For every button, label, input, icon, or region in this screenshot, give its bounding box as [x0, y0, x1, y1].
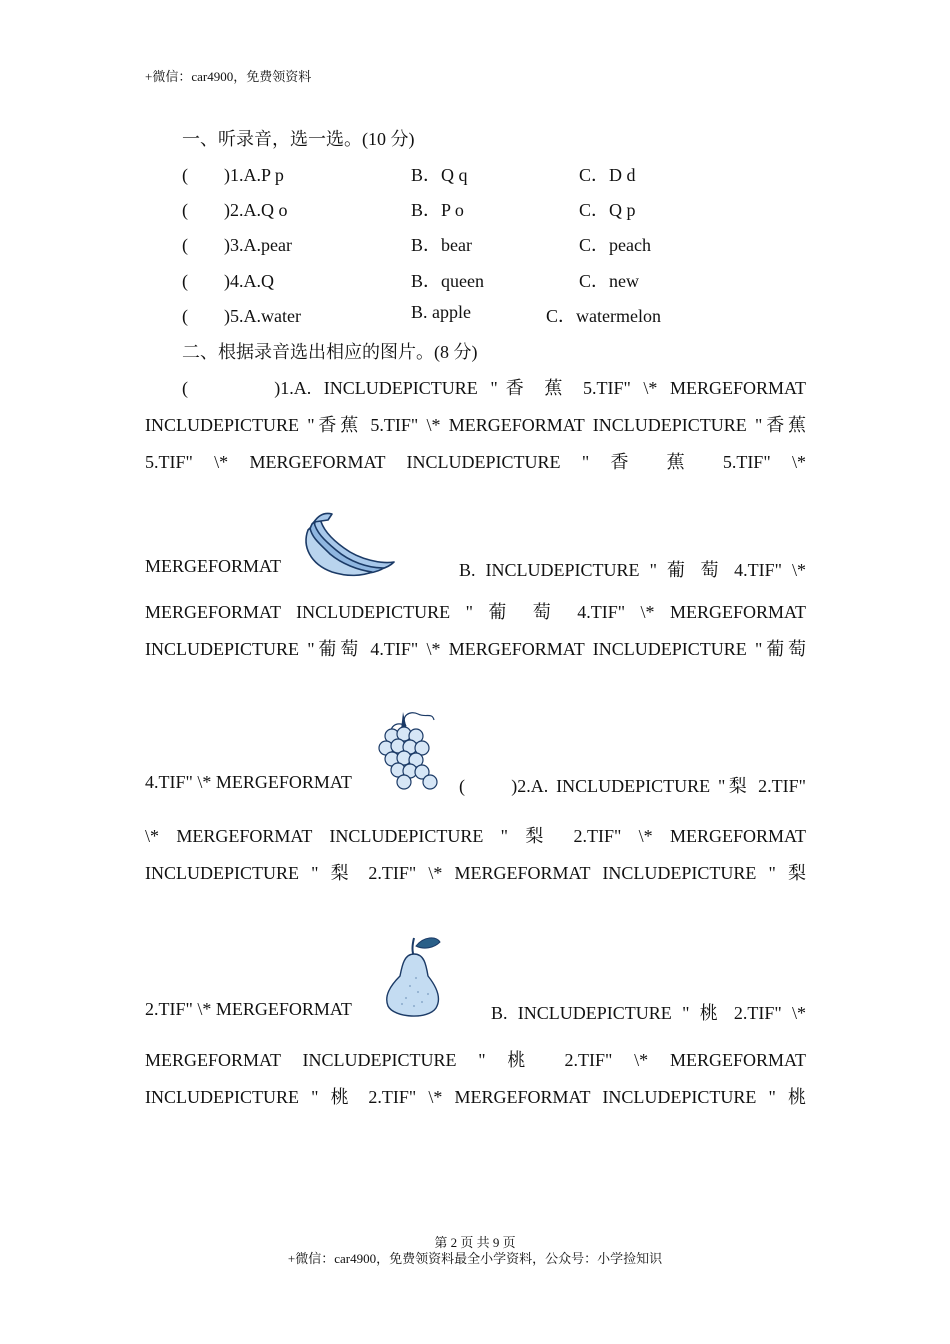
- option-b: B．P o: [411, 200, 464, 220]
- text-line: INCLUDEPICTURE " 梨 2.TIF" \* MERGEFORMAT INCLUDEPICTURE " 梨: [145, 863, 806, 883]
- banana-icon: [298, 508, 398, 578]
- text-line: MERGEFORMAT INCLUDEPICTURE " 桃 2.TIF" \* MERGEFORMAT: [145, 1050, 806, 1070]
- option-b: B. apple: [411, 302, 471, 322]
- option-c: C．Q p: [579, 200, 636, 220]
- text-line: ( )1.A. INCLUDEPICTURE "香 蕉 5.TIF" \* MERGEFORMAT: [182, 378, 806, 398]
- option-b: B．queen: [411, 271, 484, 291]
- text-line: INCLUDEPICTURE "葡萄 4.TIF" \* MERGEFORMAT INCLUDEPICTURE "葡萄: [145, 639, 806, 659]
- option-a: ( )3.A.pear: [182, 235, 292, 255]
- section-2-title: 二、根据录音选出相应的图片。(8 分): [182, 342, 478, 362]
- text-line: 2.TIF" \* MERGEFORMAT: [145, 999, 352, 1019]
- option-a: ( )2.A.Q o: [182, 200, 288, 220]
- text-line: ( )2.A. INCLUDEPICTURE "梨 2.TIF": [459, 776, 806, 796]
- option-a: ( )1.A.P p: [182, 165, 284, 185]
- page-header: +微信：car4900，免费领资料: [145, 69, 312, 84]
- text-line: \* MERGEFORMAT INCLUDEPICTURE " 梨 2.TIF" \* MERGEFORMAT: [145, 826, 806, 846]
- text-line: MERGEFORMAT INCLUDEPICTURE " 葡 萄 4.TIF" \* MERGEFORMAT: [145, 602, 806, 622]
- text-line: INCLUDEPICTURE " 桃 2.TIF" \* MERGEFORMAT INCLUDEPICTURE " 桃: [145, 1087, 806, 1107]
- question-row-1: [182, 161, 822, 185]
- text-line: MERGEFORMAT: [145, 556, 282, 576]
- question-row-4: [182, 267, 822, 291]
- text-line: 5.TIF" \* MERGEFORMAT INCLUDEPICTURE " 香 蕉 5.TIF" \*: [145, 452, 806, 472]
- option-c: C．D d: [579, 165, 636, 185]
- text-line: 4.TIF" \* MERGEFORMAT: [145, 772, 352, 792]
- question-row-2: [182, 196, 822, 220]
- option-a: ( )5.A.water: [182, 306, 301, 326]
- text-line: B. INCLUDEPICTURE " 桃 2.TIF" \*: [491, 1003, 806, 1023]
- grapes-icon: [370, 706, 442, 794]
- pear-icon: [378, 932, 446, 1020]
- text-line: B. INCLUDEPICTURE " 葡 萄 4.TIF" \*: [459, 560, 806, 580]
- option-c: C．watermelon: [546, 306, 661, 326]
- question-row-5: [182, 302, 822, 326]
- text-line: INCLUDEPICTURE "香蕉 5.TIF" \* MERGEFORMAT INCLUDEPICTURE "香蕉: [145, 415, 806, 435]
- option-b: B．bear: [411, 235, 472, 255]
- option-b: B．Q q: [411, 165, 468, 185]
- page-number: 第 2 页 共 9 页: [434, 1235, 516, 1250]
- section-1-title: 一、听录音，选一选。(10 分): [182, 129, 415, 149]
- option-c: C．new: [579, 271, 639, 291]
- option-c: C．peach: [579, 235, 651, 255]
- option-a: ( )4.A.Q: [182, 271, 274, 291]
- page-footer: +微信：car4900，免费领资料最全小学资料，公众号：小学捡知识: [287, 1251, 663, 1266]
- question-row-3: [182, 231, 822, 255]
